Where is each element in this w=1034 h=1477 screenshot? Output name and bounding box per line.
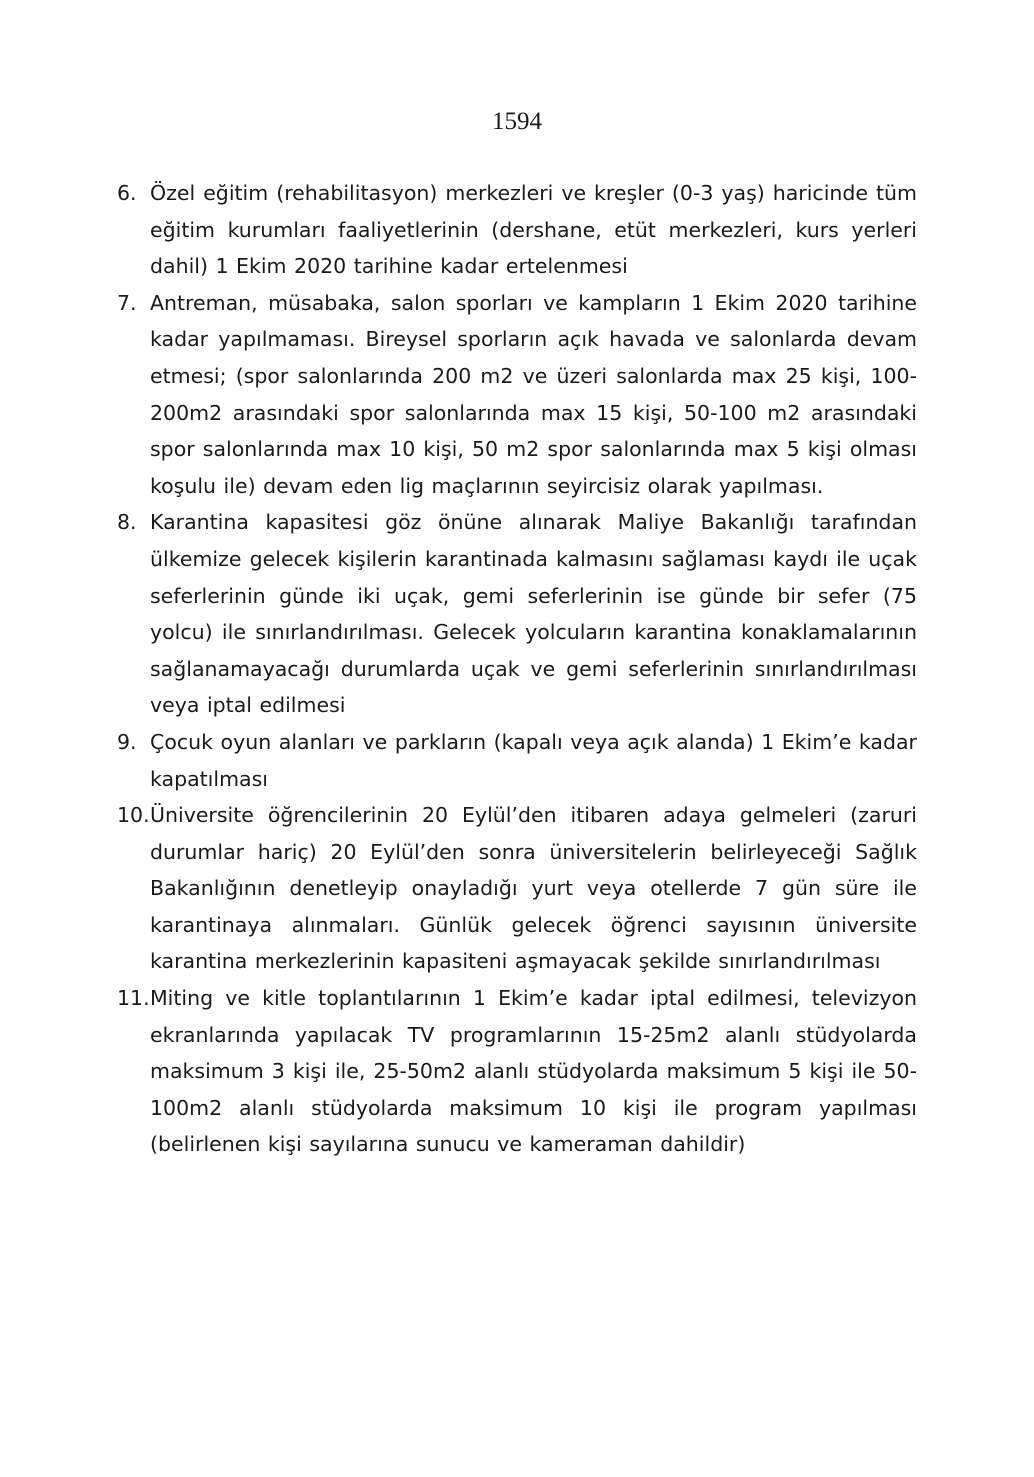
item-number: 8. bbox=[117, 510, 137, 535]
item-text: Antreman, müsabaka, salon sporları ve kampların 1 Ekim 2020 tarihine kadar yapılmaması. Bireysel sporların açık havada ve salonlarda devam etmesi; (spor salonlarında 200 m2 ve üzeri salonlarda max 25 kişi, 100-200m2 arasındaki spor salonlarında max 15 kişi, 50-100 m2 arasındaki spor salonlarında max 10 kişi, 50 m2 spor salonlarında max 5 kişi olması koşulu ile) devam eden lig maçlarının seyircisiz olarak yapılması. bbox=[150, 290, 917, 498]
item-text: Üniversite öğrencilerinin 20 Eylül’den itibaren adaya gelmeleri (zaruri durumlar hariç) 20 Eylül’den sonra üniversitelerin belirleyeceği Sağlık Bakanlığının denetleyip onayladığı yurt veya otellerde 7 gün süre ile karantinaya alınmaları. Günlük gelecek öğrenci sayısının üniversite karantina merkezlerinin kapasiteni aşmayacak şekilde sınırlandırılması bbox=[150, 803, 917, 974]
list-item bbox=[117, 724, 917, 797]
page-number: 1594 bbox=[492, 108, 542, 135]
list-item bbox=[117, 504, 917, 724]
item-number: 9. bbox=[117, 729, 137, 754]
item-text: Özel eğitim (rehabilitasyon) merkezleri ve kreşler (0-3 yaş) haricinde tüm eğitim kurumları faaliyetlerinin (dershane, etüt merkezleri, kurs yerleri dahil) 1 Ekim 2020 tarihine kadar ertelenmesi bbox=[150, 181, 917, 279]
item-text: Karantina kapasitesi göz önüne alınarak Maliye Bakanlığı tarafından ülkemize gelecek kişilerin karantinada kalmasını sağlaması kaydı ile uçak seferlerinin günde iki uçak, gemi seferlerinin ise günde bir sefer (75 yolcu) ile sınırlandırılması. Gelecek yolcuların karantina konaklamalarının sağlanamayacağı durumlarda uçak ve gemi seferlerinin sınırlandırılması veya iptal edilmesi bbox=[150, 510, 917, 718]
item-number: 11. bbox=[117, 986, 150, 1011]
item-number: 6. bbox=[117, 181, 137, 205]
item-text: Çocuk oyun alanları ve parkların (kapalı veya açık alanda) 1 Ekim’e kadar kapatılması bbox=[150, 729, 917, 791]
list-item bbox=[117, 285, 917, 505]
numbered-list bbox=[117, 175, 917, 1163]
item-text: Miting ve kitle toplantılarının 1 Ekim’e kadar iptal edilmesi, televizyon ekranlarında yapılacak TV programlarının 15-25m2 alanlı stüdyolarda maksimum 3 kişi ile, 25-50m2 alanlı stüdyolarda maksimum 5 kişi ile 50-100m2 alanlı stüdyolarda maksimum 10 kişi ile program yapılması (belirlenen kişi sayılarına sunucu ve kameraman dahildir) bbox=[150, 986, 917, 1157]
item-number: 7. bbox=[117, 290, 137, 315]
item-number: 10. bbox=[117, 803, 150, 828]
list-item bbox=[117, 797, 917, 980]
list-item bbox=[117, 980, 917, 1163]
list-item bbox=[117, 175, 917, 285]
